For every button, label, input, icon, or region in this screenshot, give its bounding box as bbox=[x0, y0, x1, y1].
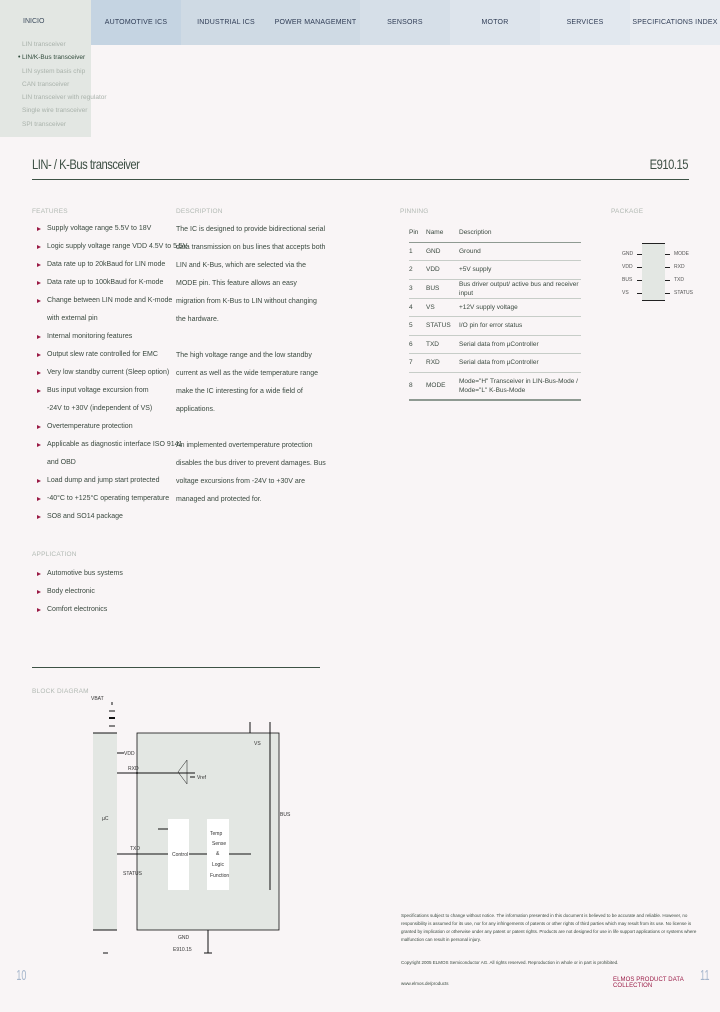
features-list bbox=[32, 220, 187, 526]
cell-pin: 8 bbox=[409, 372, 426, 400]
table-row bbox=[409, 279, 581, 298]
cell-name: STATUS bbox=[426, 317, 459, 336]
feature-item: SO8 and SO14 package bbox=[32, 508, 187, 526]
feature-item: Data rate up to 100kBaud for K-mode bbox=[32, 274, 187, 292]
cell-name: MODE bbox=[426, 372, 459, 400]
svg-text:Logic: Logic bbox=[212, 862, 224, 868]
svg-text:&: & bbox=[216, 851, 220, 857]
header-divider bbox=[32, 179, 689, 180]
package-pin bbox=[665, 280, 670, 281]
description-paragraph: The IC is designed to provide bidirectional serial data transmission on bus lines that accepts both LIN and K-Bus, which are selected via the MODE pin. This feature allows an easy migration from K-Bus to LIN without changing the hardware. bbox=[176, 226, 326, 323]
package-pin bbox=[637, 280, 642, 281]
package-pin bbox=[637, 267, 642, 268]
nav-tab-6[interactable]: SERVICES bbox=[540, 0, 630, 45]
pinning-table bbox=[409, 224, 581, 401]
cell-name: VS bbox=[426, 298, 459, 317]
feature-item: -24V to +30V (independent of VS) bbox=[47, 405, 153, 412]
feature-item: with external pin bbox=[47, 315, 98, 322]
application-item: Comfort electronics bbox=[32, 601, 123, 619]
package-pin-label: TXD bbox=[674, 277, 684, 283]
block-diagram-heading: BLOCK DIAGRAM bbox=[32, 688, 89, 695]
rxd-label: RXD bbox=[128, 766, 139, 772]
package-pin-label: STATUS bbox=[674, 290, 693, 296]
cell-desc: Bus driver output/ active bus and receiver input bbox=[459, 279, 581, 298]
cell-name: VDD bbox=[426, 261, 459, 280]
description-paragraph: The high voltage range and the low standby current as well as the wide temperature range make the IC interesting for a wide field of applications. bbox=[176, 352, 319, 413]
package-pin-label: BUS bbox=[622, 277, 633, 283]
sidebar-item[interactable]: LIN transceiver with regulator bbox=[22, 94, 107, 102]
package-pin bbox=[665, 254, 670, 255]
chip-body bbox=[642, 243, 665, 301]
sidebar-item[interactable]: • LIN/K-Bus transceiver bbox=[22, 51, 107, 64]
top-nav bbox=[0, 0, 720, 45]
cell-name: GND bbox=[426, 242, 459, 261]
svg-text:Sense: Sense bbox=[212, 841, 227, 847]
block-diagram bbox=[0, 680, 330, 960]
ic-label: E910.15 bbox=[173, 947, 192, 953]
svg-text:Temp: Temp bbox=[210, 831, 223, 837]
table-row bbox=[409, 372, 581, 400]
column-header: Name bbox=[426, 224, 459, 242]
sidebar-item[interactable]: CAN transceiver bbox=[22, 80, 70, 88]
table-row bbox=[409, 354, 581, 373]
feature-item: Output slew rate controlled for EMC bbox=[32, 346, 187, 364]
table-row bbox=[409, 261, 581, 280]
nav-tab-3[interactable]: POWER MANAGEMENT bbox=[271, 0, 360, 45]
nav-tab-1[interactable]: AUTOMOTIVE ICS bbox=[91, 0, 181, 45]
cell-pin: 5 bbox=[409, 317, 426, 336]
vs-label: VS bbox=[254, 741, 261, 747]
cell-desc: Serial data from µController bbox=[459, 354, 581, 373]
feature-item: Applicable as diagnostic interface ISO 9141 bbox=[32, 436, 187, 454]
sidebar-home-link[interactable]: INICIO bbox=[23, 18, 45, 25]
feature-item: Very low standby current (Sleep option) bbox=[32, 364, 187, 382]
feature-item: Internal monitoring features bbox=[32, 328, 187, 346]
bus-label: BUS bbox=[280, 812, 291, 818]
description-paragraph: An implemented overtemperature protection disables the bus driver to prevent damages. Bus voltage excursions from -24V to +30V are managed and protected for. bbox=[176, 442, 326, 503]
sidebar bbox=[0, 0, 107, 137]
cell-pin: 2 bbox=[409, 261, 426, 280]
column-header: Pin bbox=[409, 224, 426, 242]
sidebar-item[interactable]: Single wire transceiver bbox=[22, 107, 88, 115]
txd-label: TXD bbox=[130, 846, 140, 852]
nav-tab-7[interactable]: SPECIFICATIONS INDEX bbox=[630, 0, 720, 45]
cell-name: TXD bbox=[426, 335, 459, 354]
package-heading: PACKAGE bbox=[611, 208, 644, 215]
nav-tab-2[interactable]: INDUSTRIAL ICS bbox=[181, 0, 271, 45]
uc-label: µC bbox=[102, 816, 109, 822]
legal-notice: Specifications subject to change without notice. The information presented in this document is believed to be accurate and reliable. However, no responsibility is assumed for its use, nor for any infringements of patents or other rights of third parties which may result from its use. No license is granted by implication or otherwise under any patent or patent rights. Products are not designed for use in life support applications or systems where malfunction can result in personal injury. bbox=[401, 913, 697, 942]
cell-pin: 7 bbox=[409, 354, 426, 373]
ref-label: Vref bbox=[197, 775, 206, 781]
copyright: Copyright 2005 ELMOS Semiconductor AG. All rights reserved. Reproduction in whole or in part is prohibited. bbox=[401, 960, 619, 965]
cell-pin: 4 bbox=[409, 298, 426, 317]
status-label: STATUS bbox=[123, 871, 142, 877]
sidebar-item[interactable]: LIN transceiver bbox=[22, 41, 66, 48]
table-row bbox=[409, 335, 581, 354]
vdd-label: VDD bbox=[124, 751, 135, 757]
page-number-right: 11 bbox=[700, 967, 710, 984]
feature-item: and OBD bbox=[47, 459, 76, 466]
feature-item: -40°C to +125°C operating temperature bbox=[32, 490, 187, 508]
feature-item: Bus input voltage excursion from bbox=[32, 382, 187, 400]
page-number-left: 10 bbox=[16, 967, 27, 984]
package-pin bbox=[665, 293, 670, 294]
sidebar-item[interactable]: LIN system basis chip bbox=[22, 67, 86, 75]
package-diagram bbox=[620, 238, 710, 304]
description-text bbox=[176, 221, 326, 527]
features-heading: FEATURES bbox=[32, 208, 68, 215]
cell-desc: Serial data from µController bbox=[459, 335, 581, 354]
application-item: Body electronic bbox=[32, 583, 123, 601]
vbat-label: VBAT bbox=[91, 696, 104, 702]
application-item: Automotive bus systems bbox=[32, 565, 123, 583]
package-pin-label: VDD bbox=[622, 264, 633, 270]
cell-desc: Ground bbox=[459, 242, 581, 261]
package-pin bbox=[665, 267, 670, 268]
nav-tab-4[interactable]: SENSORS bbox=[360, 0, 450, 45]
sidebar-item[interactable]: SPI transceiver bbox=[22, 120, 67, 128]
table-row bbox=[409, 242, 581, 261]
cell-name: BUS bbox=[426, 279, 459, 298]
section-divider bbox=[32, 667, 320, 668]
feature-item: Data rate up to 20kBaud for LIN mode bbox=[32, 256, 187, 274]
pinning-heading: PINNING bbox=[400, 208, 429, 215]
collection-ref: ELMOS PRODUCT DATA COLLECTION bbox=[613, 977, 684, 989]
feature-item: Load dump and jump start protected bbox=[32, 472, 187, 490]
application-heading: APPLICATION bbox=[32, 551, 77, 558]
feature-item: Change between LIN mode and K-mode bbox=[32, 292, 187, 310]
description-heading: DESCRIPTION bbox=[176, 208, 223, 215]
feature-item: Overtemperature protection bbox=[32, 418, 187, 436]
table-row bbox=[409, 317, 581, 336]
column-header: Description bbox=[459, 224, 581, 242]
cell-desc: I/O pin for error status bbox=[459, 317, 581, 336]
package-pin-label: GND bbox=[622, 251, 634, 257]
cell-pin: 3 bbox=[409, 279, 426, 298]
package-pin-label: VS bbox=[622, 290, 629, 296]
package-pin bbox=[637, 254, 642, 255]
control-label: Control bbox=[172, 852, 189, 858]
cell-desc: Mode="H" Transceiver in LIN-Bus-Mode / Mode="L" K-Bus-Mode bbox=[459, 372, 581, 400]
nav-tab-5[interactable]: MOTOR bbox=[450, 0, 540, 45]
footer-link[interactable]: www.elmos.de/products bbox=[401, 981, 449, 986]
package-pin-label: RXD bbox=[674, 264, 685, 270]
gnd-label: GND bbox=[178, 935, 190, 941]
package-pin-label: MODE bbox=[674, 251, 689, 257]
page-title: LIN- / K-Bus transceiver bbox=[32, 156, 140, 172]
application-list bbox=[32, 565, 123, 619]
feature-item: Supply voltage range 5.5V to 18V bbox=[32, 220, 187, 238]
part-number: E910.15 bbox=[649, 156, 688, 172]
cell-desc: +5V supply bbox=[459, 261, 581, 280]
cell-pin: 1 bbox=[409, 242, 426, 261]
cell-pin: 6 bbox=[409, 335, 426, 354]
svg-text:Function: Function bbox=[210, 873, 230, 879]
sidebar-list bbox=[22, 38, 107, 131]
package-pin bbox=[637, 293, 642, 294]
feature-item: Logic supply voltage range VDD 4.5V to 5.5V bbox=[32, 238, 187, 256]
cell-name: RXD bbox=[426, 354, 459, 373]
cell-desc: +12V supply voltage bbox=[459, 298, 581, 317]
table-row bbox=[409, 298, 581, 317]
